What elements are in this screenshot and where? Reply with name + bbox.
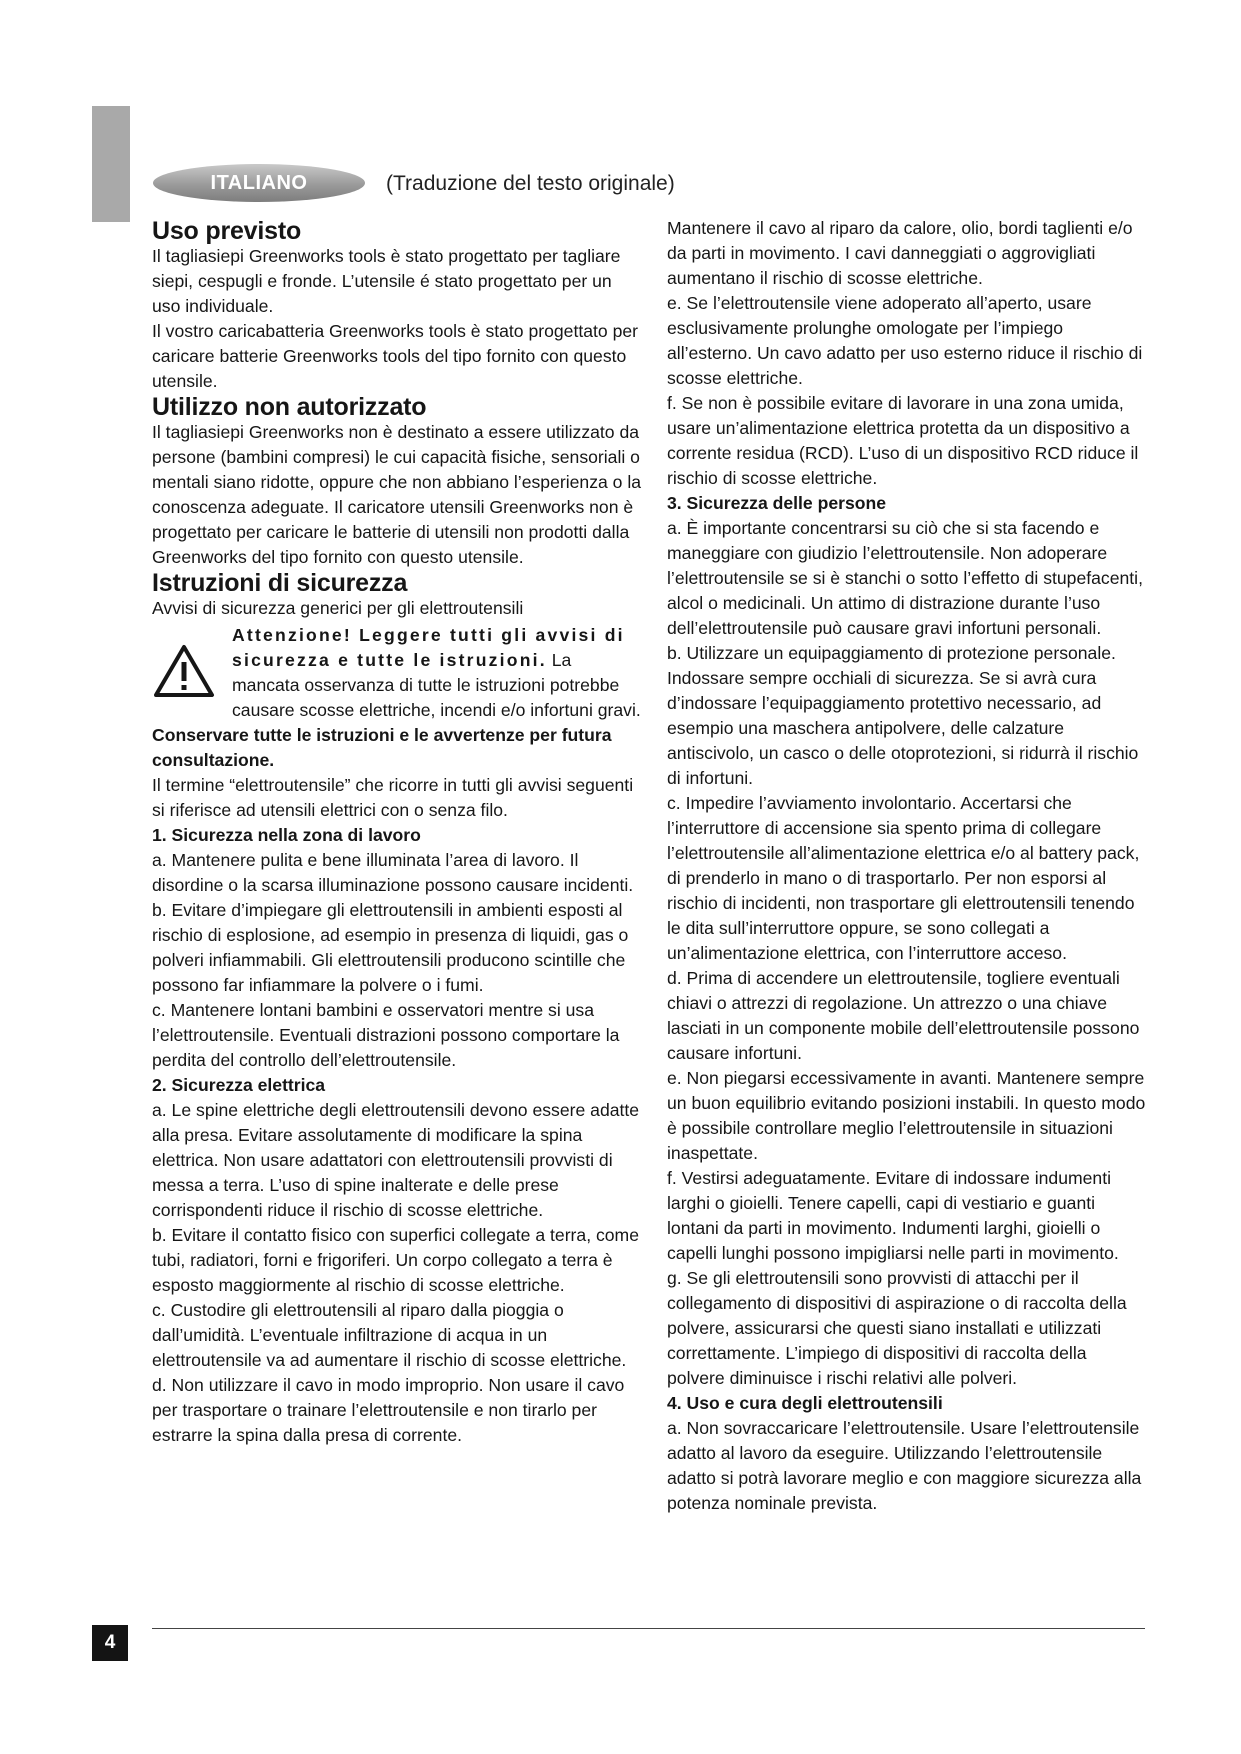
warning-text: La mancata osservanza di tutte le istruzioni potrebbe causare scosse elettriche, incendi e/o infortuni gravi.: [232, 650, 641, 720]
paragraph: Il tagliasiepi Greenworks non è destinato a essere utilizzato da persone (bambini compresi) le cui capacità fisiche, sensoriali o mentali siano ridotte, oppure che non abbiano l’esperienza o la conoscenza adeguate. Il caricatore utensili Greenworks non è progettato per caricare le batterie di utensili non prodotti dalla Greenworks del tipo fornito con questo utensile.: [152, 422, 642, 567]
paragraph: e. Non piegarsi eccessivamente in avanti. Mantenere sempre un buon equilibrio evitando posizioni instabili. In questo modo è possibile controllare meglio l’elettroutensile in situazioni inaspettate.: [667, 1068, 1146, 1163]
paragraph: b. Evitare d’impiegare gli elettroutensili in ambienti esposti al rischio di esplosione, ad esempio in presenza di liquidi, gas o polveri infiammabili. Gli elettroutensili producono scintille che possono far infiammare la polvere o i fumi.: [152, 900, 629, 995]
paragraph: c. Custodire gli elettroutensili al riparo dalla pioggia o dall’umidità. L’eventuale infiltrazione di acqua in un elettroutensile va ad aumentare il rischio di scosse elettriche.: [152, 1300, 627, 1370]
left-column: [152, 218, 642, 1448]
paragraph: g. Se gli elettroutensili sono provvisti di attacchi per il collegamento di dispositivi di aspirazione o di raccolta della polvere, assicurarsi che questi siano installati e utilizzati correttamente. L’impiego di dispositivi di raccolta della polvere diminuisce i rischi relativi alle polveri.: [667, 1268, 1127, 1388]
heading-conservare: Conservare tutte le istruzioni e le avvertenze per futura consultazione.: [152, 725, 612, 770]
paragraph: e. Se l’elettroutensile viene adoperato all’aperto, usare esclusivamente prolunghe omologate per l’impiego all’esterno. Un cavo adatto per uso esterno riduce il rischio di scosse elettriche.: [667, 293, 1143, 388]
paragraph: Il termine “elettroutensile” che ricorre in tutti gli avvisi seguenti si riferisce ad utensili elettrici con o senza filo.: [152, 775, 634, 820]
heading-uso-cura: 4. Uso e cura degli elettroutensili: [667, 1393, 943, 1413]
page-number: 4: [92, 1625, 128, 1661]
paragraph: c. Mantenere lontani bambini e osservatori mentre si usa l’elettroutensile. Eventuali distrazioni possono comportare la perdita del controllo dell’elettroutensile.: [152, 1000, 620, 1070]
paragraph: c. Impedire l’avviamento involontario. Accertarsi che l’interruttore di accensione sia spento prima di collegare l’elettroutensile all’alimentazione elettrica e/o al battery pack, di prenderlo in mano o di trasportarlo. Per non esporsi al rischio di incidenti, non trasportare gli elettroutensili tenendo le dita sull’interruttore oppure, se sono collegati a un’alimentazione elettrica, con l’interruttore acceso.: [667, 793, 1140, 963]
language-label: ITALIANO: [153, 164, 365, 202]
paragraph: Avvisi di sicurezza generici per gli elettroutensili: [152, 598, 524, 618]
paragraph: Il tagliasiepi Greenworks tools è stato progettato per tagliare siepi, cespugli e fronde. L’utensile é stato progettato per un uso individuale.: [152, 246, 621, 316]
footer-divider: [152, 1628, 1145, 1629]
paragraph: Mantenere il cavo al riparo da calore, olio, bordi taglienti e/o da parti in movimento. I cavi danneggiati o aggrovigliati aumentano il rischio di scosse elettriche.: [667, 218, 1133, 288]
paragraph: a. Non sovraccaricare l’elettroutensile. Usare l’elettroutensile adatto al lavoro da eseguire. Utilizzando l’elettroutensile adatto si potrà lavorare meglio e con maggiore sicurezza alla potenza nominale prevista.: [667, 1418, 1142, 1513]
paragraph: d. Prima di accendere un elettroutensile, togliere eventuali chiavi o attrezzi di regolazione. Un attrezzo o una chiave lasciati in un componente mobile dell’elettroutensile possono causare infortuni.: [667, 968, 1140, 1063]
paragraph: f. Se non è possibile evitare di lavorare in una zona umida, usare un’alimentazione elettrica protetta da un dispositivo a corrente residua (RCD). L’uso di un dispositivo RCD riduce il rischio di scosse elettriche.: [667, 393, 1139, 488]
paragraph: d. Non utilizzare il cavo in modo improprio. Non usare il cavo per trasportare o trainare l’elettroutensile e non tirarlo per estrarre la spina dalla presa di corrente.: [152, 1375, 625, 1445]
heading-utilizzo-non-autorizzato: Utilizzo non autorizzato: [152, 393, 427, 421]
paragraph: b. Utilizzare un equipaggiamento di protezione personale. Indossare sempre occhiali di sicurezza. Se si avrà cura d’indossare l’equipaggiamento protettivo necessario, ad esempio una maschera antipolvere, delle calzature antiscivolo, un casco o delle otoprotezioni, si ridurrà il rischio di infortuni.: [667, 643, 1139, 788]
heading-sicurezza-persone: 3. Sicurezza delle persone: [667, 493, 887, 513]
translation-note: (Traduzione del testo originale): [386, 172, 675, 195]
paragraph: a. Le spine elettriche degli elettroutensili devono essere adatte alla presa. Evitare assolutamente di modificare la spina elettrica. Non usare adattatori con elettroutensili provvisti di messa a terra. L’uso di spine inalterate e delle prese corrispondenti riduce il rischio di scosse elettriche.: [152, 1100, 640, 1220]
paragraph: b. Evitare il contatto fisico con superfici collegate a terra, come tubi, radiatori, forni e frigoriferi. Un corpo collegato a terra è esposto maggiormente al rischio di scosse elettriche.: [152, 1225, 639, 1295]
warning-lead: Attenzione! Leggere tutti gli avvisi di sicurezza e tutte le istruzioni.: [232, 625, 625, 670]
warning-block: [152, 623, 642, 723]
right-column: [667, 216, 1147, 1516]
language-side-tab: [92, 106, 130, 222]
paragraph: Il vostro caricabatteria Greenworks tools è stato progettato per caricare batterie Greenworks tools del tipo fornito con questo utensile.: [152, 321, 639, 391]
paragraph: a. È importante concentrarsi su ciò che si sta facendo e maneggiare con giudizio l’elettroutensile. Non adoperare l’elettroutensile se si è stanchi o sotto l’effetto di stupefacenti, alcol o medicinali. Un attimo di distrazione durante l’uso dell’elettroutensile può causare gravi infortuni personali.: [667, 518, 1143, 638]
heading-sicurezza-elettrica: 2. Sicurezza elettrica: [152, 1075, 326, 1095]
heading-uso-previsto: Uso previsto: [152, 217, 302, 245]
heading-sicurezza-zona-lavoro: 1. Sicurezza nella zona di lavoro: [152, 825, 421, 845]
paragraph: f. Vestirsi adeguatamente. Evitare di indossare indumenti larghi o gioielli. Tenere capelli, capi di vestiario e guanti lontani da parti in movimento. Indumenti larghi, gioielli o capelli lunghi possono impigliarsi nelle parti in movimento.: [667, 1168, 1119, 1263]
warning-triangle-icon: [152, 643, 216, 699]
paragraph: a. Mantenere pulita e bene illuminata l’area di lavoro. Il disordine o la scarsa illuminazione possono causare incidenti.: [152, 850, 634, 895]
heading-istruzioni-sicurezza: Istruzioni di sicurezza: [152, 569, 408, 597]
